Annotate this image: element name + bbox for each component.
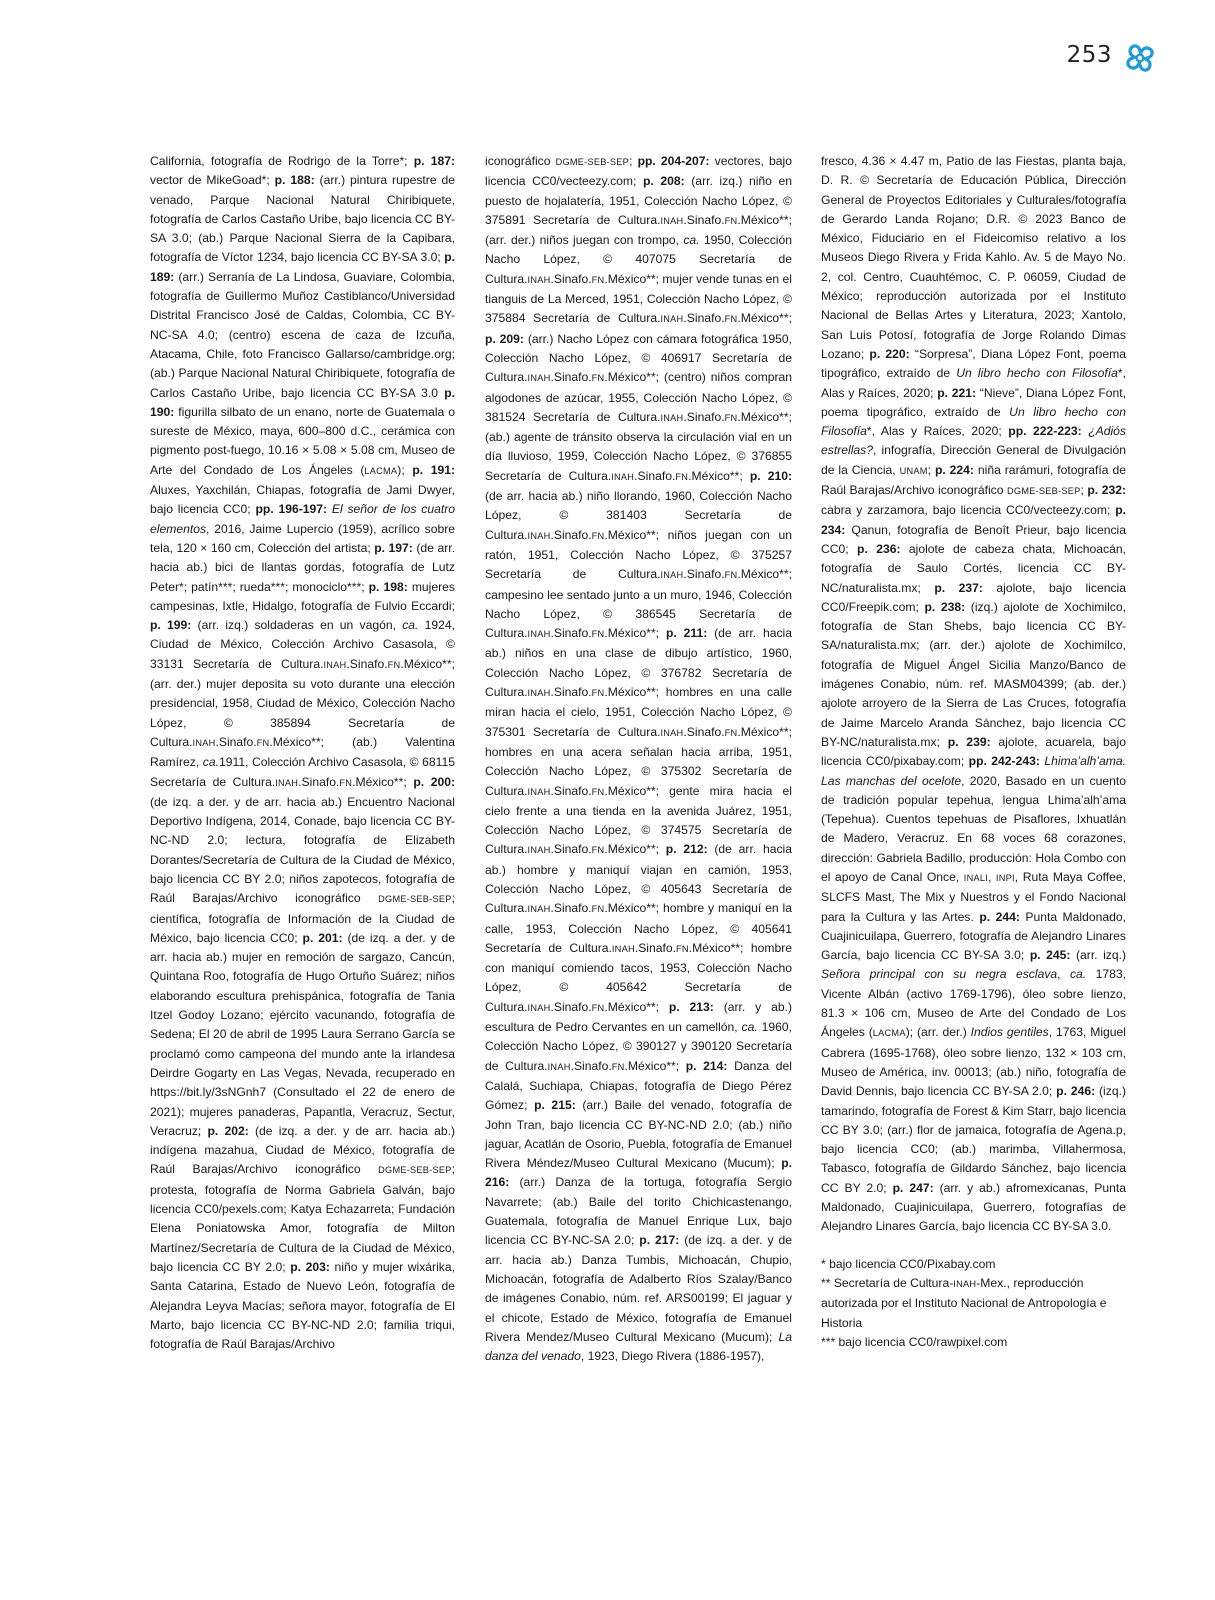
credits-column-3 <box>821 152 1126 1352</box>
credits-text: fresco, 4.36 × 4.47 m, Patio de las Fiestas, planta baja, D. R. © Secretaría de Educación Pública, Dirección General de Proyectos Editoriales y Culturales/fotografía de Gerardo Landa Rojano; D.R. © 2023 Banco de México, Fiduciario en el Fideicomiso relativo a los Museos Diego Rivera y Frida Kahlo. Av. 5 de Mayo No. 2, col. Centro, Cuauhtémoc, C. P. 06059, Ciudad de México; reproducción autorizada por el Instituto Nacional de Bellas Artes y Literatura, 2023; Xantolo, San Luis Potosí, fotografía de Jorge Rolando Dimas Lozano; p. 220: “Sorpresa”, Diana López Font, poema tipográfico, extraído de Un libro hecho con Filosofía*, Alas y Raíces, 2020; p. 221: “Nieve”, Diana López Font, poema tipográfico, extraído de Un libro hecho con Filosofía*, Alas y Raíces, 2020; pp. 222-223: ¿Adiós estrellas?, infografía, Dirección General de Divulgación de la Ciencia, UNAM; p. 224: niña rarámuri, fotografía de Raúl Barajas/Archivo iconográfico DGME-SEB-SEP; p. 232: cabra y zarzamora, bajo licencia CC0/vecteezy.com; p. 234: Qanun, fotografía de Benoît Prieur, bajo licencia CC0; p. 236: ajolote de cabeza chata, Michoacán, fotografía de Saulo Cortés, licencia CC BY-NC/naturalista.mx; p. 237: ajolote, bajo licencia CC0/Freepik.com; p. 238: (izq.) ajolote de Xochimilco, fotografía de Stan Shebs, bajo licencia CC BY-SA/naturalista.mx; (arr. der.) ajolote de Xochimilco, fotografía de Miguel Ángel Sicilia Manzo/Banco de imágenes Conabio, núm. ref. MASM04399; (ab. der.) ajolote arroyero de la Sierra de Las Cruces, fotografía de Jaime Marcelo Aranda Sánchez, bajo licencia CC BY-NC/naturalista.mx; p. 239: ajolote, acuarela, bajo licencia CC0/pixabay.com; pp. 242-243: Lhima’alh’ama. Las manchas del ocelote, 2020, Basado en un cuento de tradición popular tepehua, lengua Lhima’alh’ama (Tepehua). Cuentos tepehuas de Pisaflores, Ixhuatlán de Madero, Veracruz. En 68 voces 68 corazones, dirección: Gabriela Badillo, producción: Hola Combo con el apoyo de Canal Once, INALI, INPI, Ruta Maya Coffee, SLCFS Mast, The Mix y Nuestros y el Fondo Nacional para la Cultura y las Artes. p. 244: Punta Maldonado, Cuajinicuilapa, Guerrero, fotografía de Alejandro Linares García, bajo licencia CC BY-SA 3.0; p. 245: (arr. izq.) Señora principal con su negra esclava, ca. 1783, Vicente Albán (activo 1769-1796), óleo sobre lienzo, 81.3 × 106 cm, Museo de Arte del Condado de Los Ángeles (LACMA); (arr. der.) Indios gentiles, 1763, Miguel Cabrera (1695-1768), óleo sobre lienzo, 132 × 103 cm, Museo de América, inv. 00013; (ab.) niño, fotografía de David Dennis, bajo licencia CC BY-SA 2.0; p. 246: (izq.) tamarindo, fotografía de Forest & Kim Starr, bajo licencia CC BY 3.0; (arr.) flor de jamaica, fotografía de Agena.p, bajo licencia CC0; (ab.) marimba, Villahermosa, Tabasco, fotografía de Gildardo Sánchez, bajo licencia CC BY 2.0; p. 247: (arr. y ab.) afromexicanas, Punta Maldonado, Cuajinicuilapa, Guerrero, fotografías de Alejandro Linares García, bajo licencia CC BY-SA 3.0. <box>821 154 1127 1234</box>
credits-text: iconográfico DGME-SEB-SEP; pp. 204-207: vectores, bajo licencia CC0/vecteezy.com; p. 208: (arr. izq.) niño en puesto de hojalatería, 1951, Colección Nacho López, © 375891 Secretaría de Cultura.INAH.Sinafo.FN.México**; (arr. der.) niños juegan con trompo, ca. 1950, Colección Nacho López, © 407075 Secretaría de Cultura.INAH.Sinafo.FN.México**; mujer vende tunas en el tianguis de La Merced, 1951, Colección Nacho López, © 375884 Secretaría de Cultura.INAH.Sinafo.FN.México**; p. 209: (arr.) Nacho López con cámara fotográfica 1950, Colección Nacho López, © 406917 Secretaría de Cultura.INAH.Sinafo.FN.México**; (centro) niños compran algodones de azúcar, 1955, Colección Nacho López, © 381524 Secretaría de Cultura.INAH.Sinafo.FN.México**; (ab.) agente de tránsito observa la circulación vial en un día lluvioso, 1959, Colección Nacho López, © 376855 Secretaría de Cultura.INAH.Sinafo.FN.México**; p. 210: (de arr. hacia ab.) niño llorando, 1960, Colección Nacho López, © 381403 Secretaría de Cultura.INAH.Sinafo.FN.México**; niños juegan con un ratón, 1951, Colección Nacho López, © 375257 Secretaría de Cultura.INAH.Sinafo.FN.México**; campesino lee sentado junto a un muro, 1946, Colección Nacho López, © 386545 Secretaría de Cultura.INAH.Sinafo.FN.México**; p. 211: (de arr. hacia ab.) niños en una clase de dibujo artístico, 1960, Colección Nacho López, © 376782 Secretaría de Cultura.INAH.Sinafo.FN.México**; hombres en una calle miran hacia el cielo, 1951, Colección Nacho López, © 375301 Secretaría de Cultura.INAH.Sinafo.FN.México**; hombres en una acera señalan hacia arriba, 1951, Colección Nacho López, © 375302 Secretaría de Cultura.INAH.Sinafo.FN.México**; gente mira hacia el cielo frente a una tienda en la avenida Juárez, 1951, Colección Nacho López, © 374575 Secretaría de Cultura.INAH.Sinafo.FN.México**; p. 212: (de arr. hacia ab.) hombre y maniquí viajan en camión, 1953, Colección Nacho López, © 405643 Secretaría de Cultura.INAH.Sinafo.FN.México**; hombre y maniquí en la calle, 1953, Colección Nacho López, © 405641 Secretaría de Cultura.INAH.Sinafo.FN.México**; hombre con maniquí comiendo tacos, 1953, Colección Nacho López, © 405642 Secretaría de Cultura.INAH.Sinafo.FN.México**; p. 213: (arr. y ab.) escultura de Pedro Cervantes en un camellón, ca. 1960, Colección Nacho López, © 390127 y 390120 Secretaría de Cultura.INAH.Sinafo.FN.México**; p. 214: Danza del Calalá, Suchiapa, Chiapas, fotografía de Diego Pérez Gómez; p. 215: (arr.) Baile del venado, fotografía de John Tran, bajo licencia CC BY-NC-ND 2.0; (ab.) niño jaguar, Acatlán de Osorio, Puebla, fotografía de Emanuel Rivera Méndez/Museo Cultural Mexicano (Mucum); p. 216: (arr.) Danza de la tortuga, fotografía Sergio Navarrete; (ab.) Baile del torito Chichicastenango, Guatemala, fotografía de Manuel Enrique Lux, bajo licencia CC BY-NC-SA 2.0; p. 217: (de izq. a der. y de arr. hacia ab.) Danza Tumbis, Michoacán, Chupio, Michoacán, fotografía de Adalberto Ríos Szalay/Banco de imágenes Conabio, núm. ref. ARS00199; El jaguar y el chicote, Estado de México, fotografía de Emanuel Rivera Mendez/Museo Cultural Mexicano (Mucum); La danza del venado, 1923, Diego Rivera (1886-1957), <box>485 154 793 1364</box>
flower-knot-icon <box>1122 40 1158 76</box>
footnote: *** bajo licencia CC0/rawpixel.com <box>821 1334 1008 1349</box>
footnote: ** Secretaría de Cultura-INAH-Mex., reproducción autorizada por el Instituto Nacional de Antropología e Historia <box>821 1275 1107 1330</box>
footnotes <box>821 1255 1126 1352</box>
credits-column-1 <box>150 152 455 1354</box>
credits-column-2 <box>485 152 792 1366</box>
credits-text: California, fotografía de Rodrigo de la Torre*; p. 187: vector de MikeGoad*; p. 188: (arr.) pintura rupestre de venado, Parque Nacional Natural Chiribiquete, fotografía de Carlos Castaño Uribe, bajo licencia CC BY-SA 3.0; (ab.) Parque Nacional Sierra de la Capibara, fotografía de Víctor 1234, bajo licencia CC BY-SA 3.0; p. 189: (arr.) Serranía de La Lindosa, Guaviare, Colombia, fotografía de Guillermo Muñoz Castiblanco/Universidad Distrital Francisco José de Caldas, Colombia, CC BY-NC-SA 4.0; (centro) escena de caza de Izcuña, Atacama, Chile, foto Francisco Gallarso/cambridge.org; (ab.) Parque Nacional Natural Chiribiquete, fotografía de Carlos Castaño Uribe, bajo licencia CC BY-SA 3.0 p. 190: figurilla silbato de un enano, norte de Guatemala o sureste de México, maya, 600–800 d.C., cerámica con pigmento post-fuego, 10.16 × 5.08 × 5.08 cm, Museo de Arte del Condado de Los Ángeles (LACMA); p. 191: Aluxes, Yaxchilán, Chiapas, fotografía de Jami Dwyer, bajo licencia CC0; pp. 196-197: El señor de los cuatro elementos, 2016, Jaime Lupercio (1959), acrílico sobre tela, 120 × 160 cm, Colección del artista; p. 197: (de arr. hacia ab.) bici de llantas gordas, fotografía de Lutz Peter*; patín***; rueda***; monociclo***; p. 198: mujeres campesinas, Ixtle, Hidalgo, fotografía de Fulvio Eccardi; p. 199: (arr. izq.) soldaderas en un vagón, ca. 1924, Ciudad de México, Colección Archivo Casasola, © 33131 Secretaría de Cultura.INAH.Sinafo.FN.México**; (arr. der.) mujer deposita su voto durante una elección presidencial, 1958, Ciudad de México, Colección Nacho López, © 385894 Secretaría de Cultura.INAH.Sinafo.FN.México**; (ab.) Valentina Ramírez, ca.1911, Colección Archivo Casasola, © 68115 Secretaría de Cultura.INAH.Sinafo.FN.México**; p. 200: (de izq. a der. y de arr. hacia ab.) Encuentro Nacional Deportivo Indígena, 2014, Conade, bajo licencia CC BY-NC-ND 2.0; lectura, fotografía de Elizabeth Dorantes/Secretaría de Cultura de la Ciudad de México, bajo licencia CC BY 2.0; niños zapotecos, fotografía de Raúl Barajas/Archivo iconográfico DGME-SEB-SEP; científica, fotografía de Información de la Ciudad de México, bajo licencia CC0; p. 201: (de izq. a der. y de arr. hacia ab.) mujer en remoción de sargazo, Cancún, Quintana Roo, fotografía de Hugo Ortuño Suárez; niños elaborando escultura prehispánica, fotografía de Tania Itzel Godoy Lozano; ejército vacunando, fotografía de Sedena; El 20 de abril de 1995 Laura Serrano García se proclamó como campeona del mundo ante la irlandesa Deirdre Gogarty en Las Vegas, Nevada, recuperado en https://bit.ly/3sNGnh7 (Consultado el 22 de enero de 2021); mujeres panaderas, Papantla, Veracruz, Sectur, Veracruz; p. 202: (de izq. a der. y de arr. hacia ab.) indígena mazahua, Ciudad de México, fotografía de Raúl Barajas/Archivo iconográfico DGME-SEB-SEP; protesta, fotografía de Norma Gabriela Galván, bajo licencia CC0/pexels.com; Katya Echazarreta; Fundación Elena Poniatowska Amor, fotografía de Milton Martínez/Secretaría de Cultura de la Ciudad de México, bajo licencia CC BY 2.0; p. 203: niño y mujer wixárika, Santa Catarina, Estado de Nuevo León, fotografía de Alejandra Leyva Macías; señora mayor, fotografía de El Marto, bajo licencia CC BY-NC-ND 2.0; familia triqui, fotografía de Raúl Barajas/Archivo <box>150 154 456 1352</box>
page-number: 253 <box>1066 42 1112 68</box>
footnote: * bajo licencia CC0/Pixabay.com <box>821 1256 996 1271</box>
